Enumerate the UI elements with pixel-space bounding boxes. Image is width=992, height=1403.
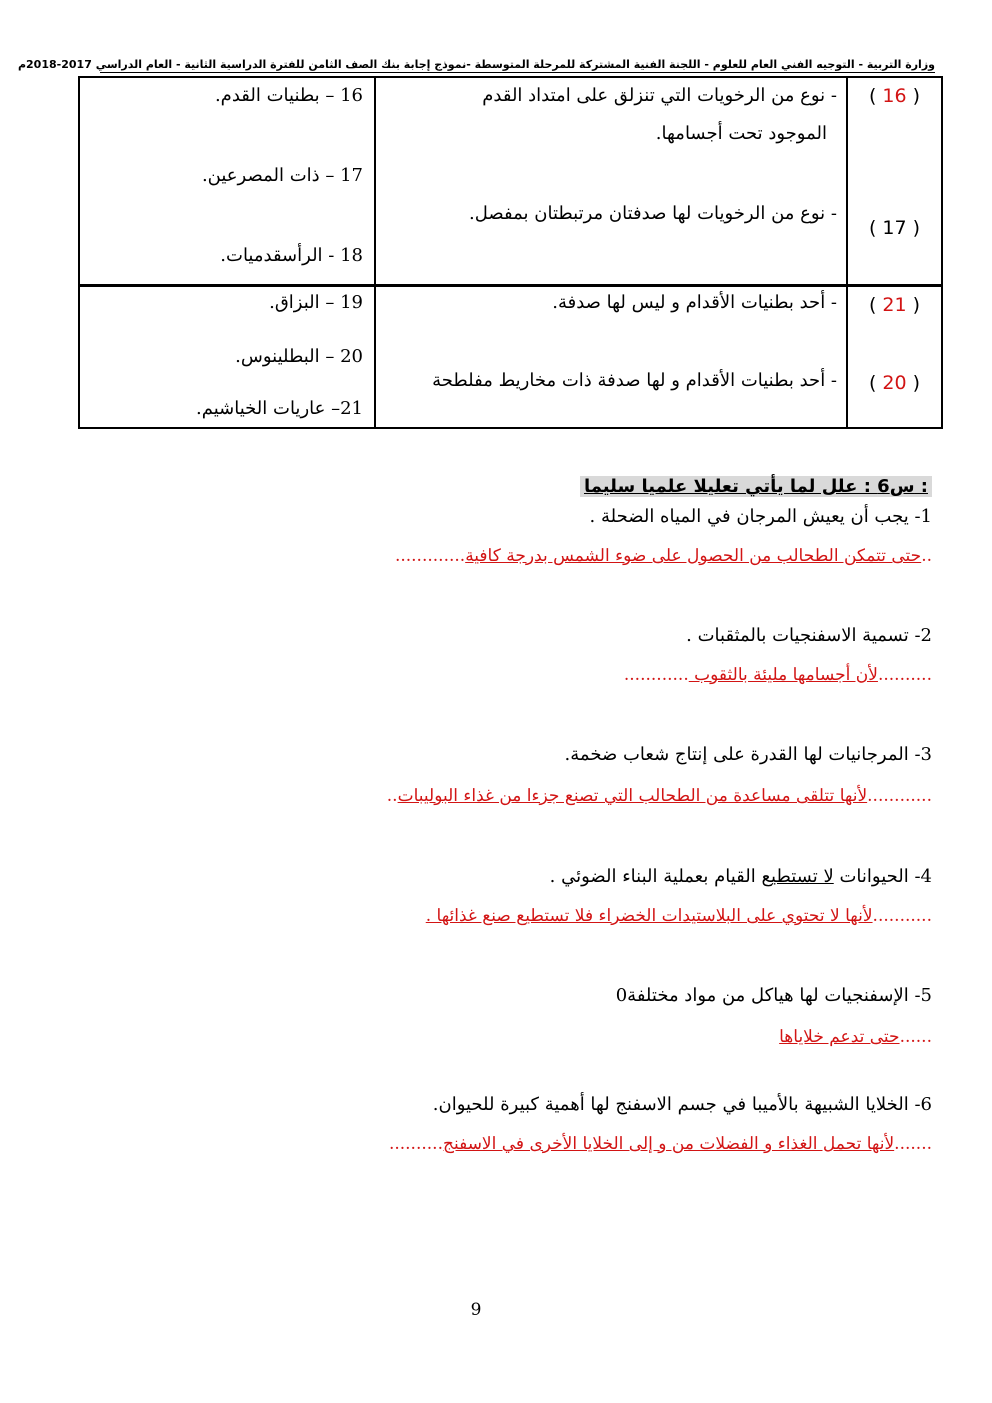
question-6: 6- الخلايا الشبيهة بالأميبا في جسم الاسفنج لها أهمية كبيرة للحيوان. [432, 1094, 932, 1115]
number-column [847, 286, 942, 429]
answer-number-17: ( 17 ) [868, 217, 921, 239]
answer-number-21: ( 21 ) [868, 294, 921, 316]
answer-2: ..........لأن أجسامها مليئة بالثقوب ............ [623, 665, 932, 685]
answer-6: .......لأنها تحمل الغذاء و الفضلات من و إلى الخلايا الأخرى في الاسفنج.......... [388, 1134, 932, 1154]
options-column [79, 286, 375, 429]
description-text: - أحد بطنيات الأقدام و ليس لها صدفة. [552, 292, 837, 313]
answer-3: ............لأنها تتلقى مساعدة من الطحالب التي تصنع جزءا من غذاء البوليبات.. [386, 786, 932, 806]
answer-number-20: ( 20 ) [868, 372, 921, 394]
description-column [375, 286, 847, 429]
description-text: - أحد بطنيات الأقدام و لها صدفة ذات مخاريط مفلطحة [432, 370, 837, 391]
question-3: 3- المرجانيات لها القدرة على إنتاج شعاب ضخمة. [564, 744, 932, 765]
page-number: 9 [470, 1300, 482, 1320]
options-column [79, 77, 375, 286]
answer-5: ......حتى تدعم خلاياها [779, 1027, 932, 1047]
page-header: وزارة التربية - التوجيه الفني العام للعلوم - اللجنة الفنية المشتركة للمرحلة المتوسطة -نموذج إجابة بنك الصف الثامن للفترة الدراسية الثانية - العام الدراسي 2017-2018م [17, 58, 935, 71]
question-4: 4- الحيوانات لا تستطيع القيام بعملية البناء الضوئي . [549, 866, 932, 887]
description-column [375, 77, 847, 286]
option-text: 21– عاريات الخياشيم. [196, 398, 363, 419]
question-5: 5- الإسفنجيات لها هياكل من مواد مختلفة0 [615, 985, 932, 1006]
question-1: 1- يجب أن يعيش المرجان في المياه الضحلة . [589, 506, 932, 527]
description-text: - نوع من الرخويات لها صدفتان مرتبطتان بمفصل. [469, 203, 837, 224]
option-text: 17 – ذات المصرعين. [201, 165, 363, 186]
table-block-1 [79, 77, 942, 286]
answer-number-16: ( 16 ) [868, 85, 921, 107]
table-row [79, 286, 942, 429]
option-text: 20 – البطلينوس. [235, 346, 363, 367]
matching-table [78, 76, 943, 429]
answer-1: ..حتى تتمكن الطحالب من الحصول على ضوء الشمس بدرجة كافية............. [394, 546, 932, 566]
option-text: 16 – بطنيات القدم. [214, 85, 363, 106]
section-title: س6 : علل لما يأتي تعليلا علميا سليما : [580, 476, 932, 497]
option-text: 18 - الرأسقدميات. [220, 245, 363, 266]
answer-4: ...........لأنها لا تحتوي على البلاستيدات الخضراء فلا تستطيع صنع غذائها . [425, 906, 932, 926]
table-row [79, 77, 942, 286]
option-text: 19 – البزاق. [269, 292, 363, 313]
question-2: 2- تسمية الاسفنجيات بالمثقبات . [686, 625, 932, 646]
number-column [847, 77, 942, 286]
description-text: الموجود تحت أجسامها. [655, 123, 827, 144]
table-block-2 [79, 286, 942, 429]
description-text: - نوع من الرخويات التي تنزلق على امتداد القدم [482, 85, 837, 106]
